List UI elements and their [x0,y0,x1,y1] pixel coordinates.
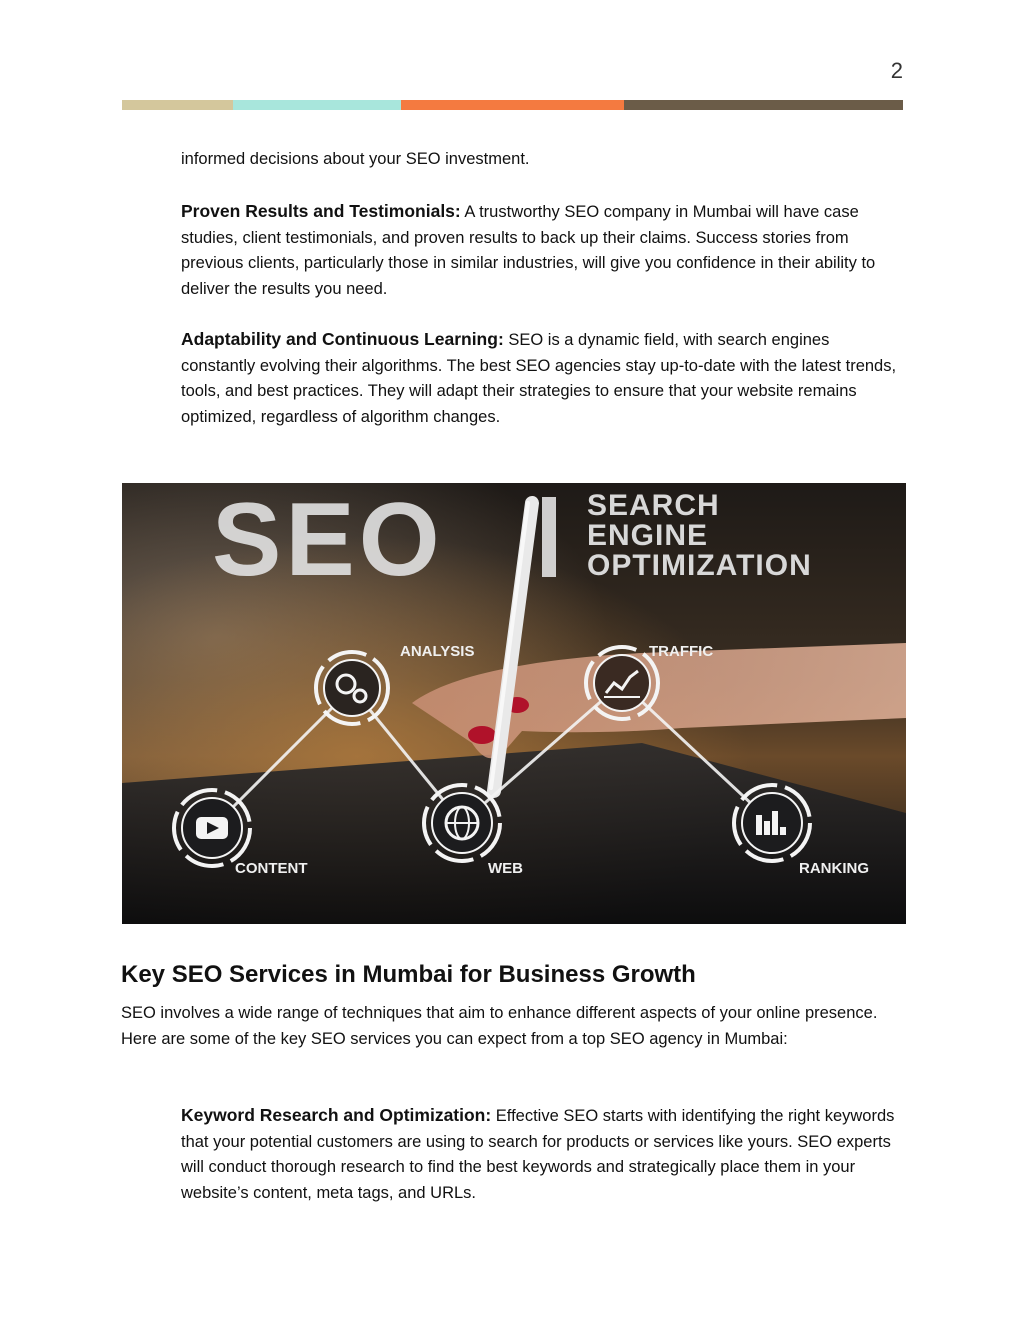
ranking-label: RANKING [799,860,869,877]
seo-big-word: SEO [212,483,444,598]
content-label: CONTENT [235,860,308,877]
analysis-label: ANALYSIS [400,643,475,660]
paragraph-title: Proven Results and Testimonials: [181,201,461,221]
section-heading: Key SEO Services in Mumbai for Business Growth [121,961,696,988]
paragraph-body: A trustworthy SEO company in Mumbai will have case studies, client testimonials, and proven results to back up their claims. Success stories from previous clients, particularly those in similar industries, will give you confidence in their ability to deliver the results you need. [181,203,876,298]
seo-illustration [122,483,906,924]
paragraph-title: Keyword Research and Optimization: [181,1105,492,1125]
section-intro: SEO involves a wide range of techniques that aim to enhance different aspects of your online presence. Here are some of the key SEO services you can expect from a top SEO agency in Mumbai: [121,1004,878,1048]
color-bar-segment-1 [122,100,233,110]
seo-side-line-2: ENGINE [587,519,709,552]
color-bar-segment-2 [233,100,401,110]
paragraph-adaptability [181,327,906,430]
paragraph-proven-results [181,199,906,302]
seo-side-line-1: SEARCH [587,489,720,522]
traffic-label: TRAFFIC [649,643,714,660]
paragraph-body: Effective SEO starts with identifying the right keywords that your potential customers are using to search for products or services like yours. SEO experts will conduct thorough research to find the best keywords and strategically place them in your website’s content, meta tags, and URLs. [181,1107,895,1202]
web-label: WEB [488,860,523,877]
paragraph-body: SEO is a dynamic field, with search engines constantly evolving their algorithms. The best SEO agencies stay up-to-date with the latest trends, tools, and best practices. They will adapt their strategies to ensure that your website remains optimized, regardless of algorithm changes. [181,331,897,426]
color-bar-segment-3 [401,100,624,110]
paragraph-title: Adaptability and Continuous Learning: [181,329,504,349]
seo-side-line-3: OPTIMIZATION [587,549,812,582]
header-color-bar [122,100,903,110]
color-bar-segment-4 [624,100,903,110]
paragraph-continuation: informed decisions about your SEO investment. [181,150,530,168]
paragraph-keyword-research [181,1103,906,1206]
page-number: 2 [890,58,903,83]
